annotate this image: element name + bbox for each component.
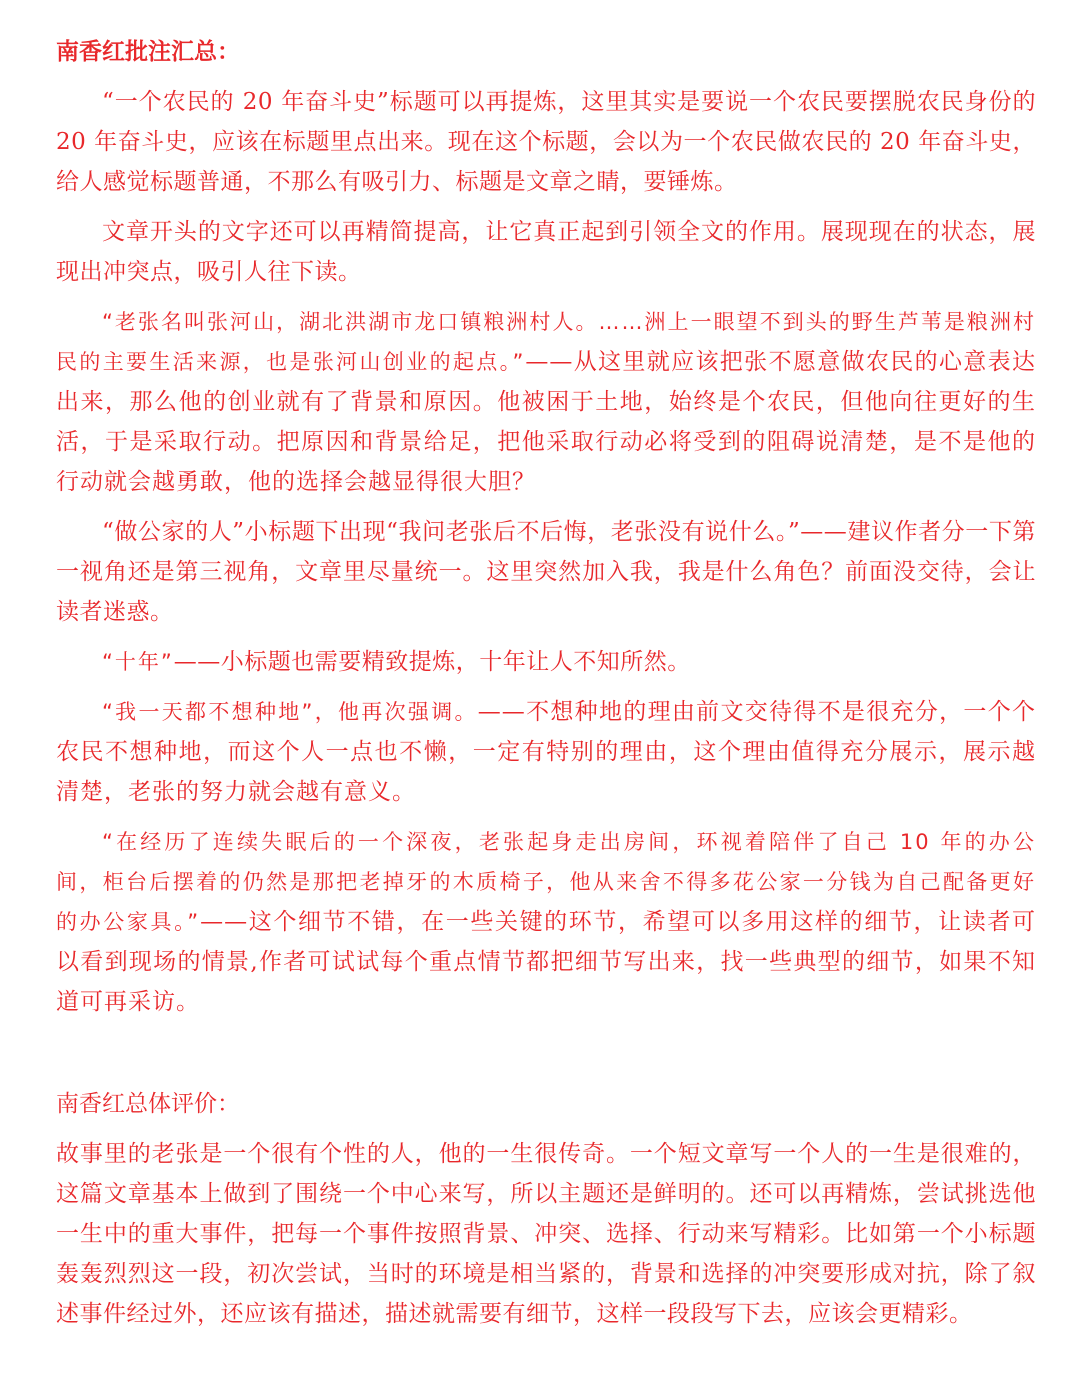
comment-text: ——从这里就应该把张不愿意做农民的心意表达出来，那么他的创业就有了背景和原因。他被困于土地，始终是个农民，但他向往更好的生活，于是采取行动。把原因和背景给足，把他采取行动必将受到的阻碍说清楚，是不是他的行动就会越勇敢，他的选择会越显得很大胆？: [56, 349, 1036, 495]
comment-subtitle: [56, 642, 1036, 682]
quoted-excerpt: “老张名叫张河山，湖北洪湖市龙口镇粮洲村人。……洲上一眼望不到头的野生芦苇是粮洲村民的主要生活来源，也是张河山创业的起点。”: [56, 310, 1036, 374]
annotation-document: [56, 32, 1036, 1334]
comment-text: ——这个细节不错，在一些关键的环节，希望可以多用这样的细节，让读者可以看到现场的情景,作者可试试每个重点情节都把细节写出来，找一些典型的细节，如果不知道可再采访。: [56, 909, 1036, 1015]
quoted-excerpt: “在经历了连续失眠后的一个深夜，老张起身走出房间，环视着陪伴了自己 10 年的办公间，柜台后摆着的仍然是那把老掉牙的木质椅子，他从来舍不得多花公家一分钱为自己配备更好的办公家具。”: [56, 830, 1036, 934]
comment-opening: 文章开头的文字还可以再精简提高，让它真正起到引领全文的作用。展现现在的状态，展现出冲突点，吸引人往下读。: [56, 219, 1036, 285]
comment-details: [56, 822, 1036, 1022]
summary-body: 故事里的老张是一个很有个性的人，他的一生很传奇。一个短文章写一个人的一生是很难的，这篇文章基本上做到了围绕一个中心来写，所以主题还是鲜明的。还可以再精炼，尝试挑选他一生中的重大事件，把每一个事件按照背景、冲突、选择、行动来写精彩。比如第一个小标题轰轰烈烈这一段，初次尝试，当时的环境是相当紧的，背景和选择的冲突要形成对抗，除了叙述事件经过外，还应该有描述，描述就需要有细节，这样一段段写下去，应该会更精彩。: [56, 1141, 1036, 1327]
comment-origin: [56, 302, 1036, 502]
quoted-excerpt: “十年”: [102, 650, 174, 674]
comment-text: ——小标题也需要精致提炼，十年让人不知所然。: [173, 649, 691, 675]
comment-title: “一个农民的 20 年奋斗史”标题可以再提炼，这里其实是要说一个农民要摆脱农民身份的 20 年奋斗史，应该在标题里点出来。现在这个标题，会以为一个农民做农民的 20 年奋斗史，给人感觉标题普通，不那么有吸引力、标题是文章之睛，要锤炼。: [56, 89, 1036, 195]
comment-motivation: [56, 692, 1036, 812]
comment-text: ——不想种地的理由前文交待得不是很充分，一个个农民不想种地，而这个人一点也不懒，一定有特别的理由，这个理由值得充分展示，展示越清楚，老张的努力就会越有意义。: [56, 699, 1037, 805]
summary-title: 南香红总体评价：: [56, 1091, 240, 1117]
annotation-heading: 南香红批注汇总：: [56, 38, 240, 65]
quoted-excerpt: “我一天都不想种地”，他再次强调。: [102, 700, 478, 724]
comment-perspective: “做公家的人”小标题下出现“我问老张后不后悔，老张没有说什么。”——建议作者分一下第一视角还是第三视角，文章里尽量统一。这里突然加入我，我是什么角色？前面没交待，会让读者迷惑。: [56, 519, 1036, 625]
